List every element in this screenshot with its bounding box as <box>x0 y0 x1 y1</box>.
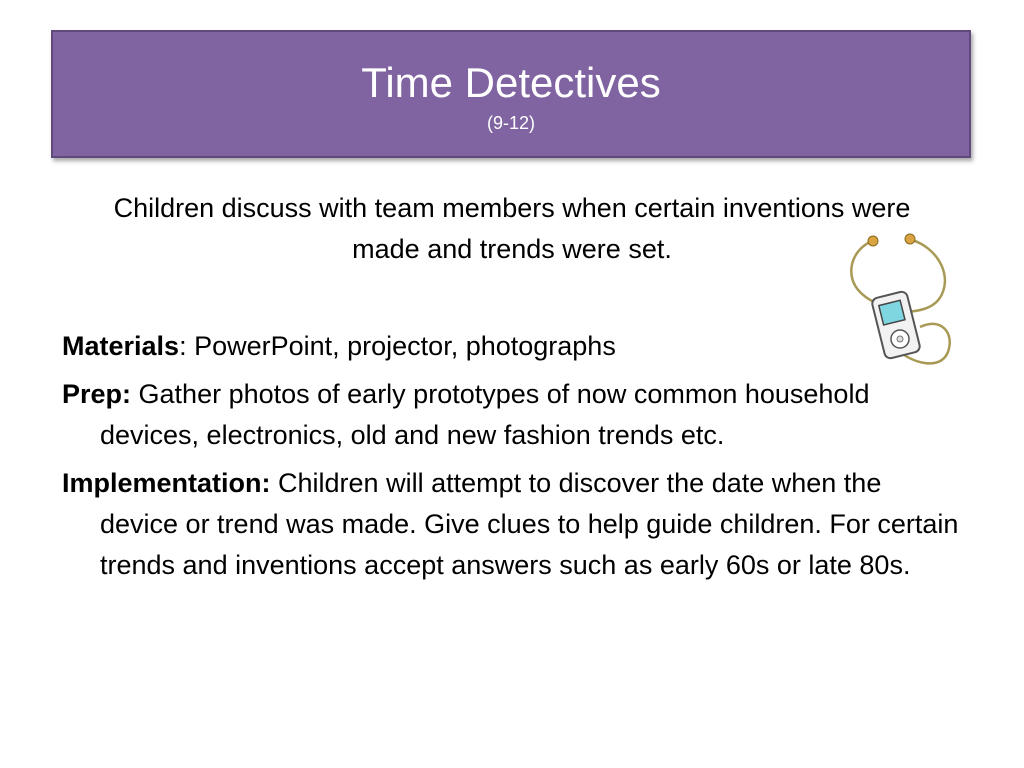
implementation-text: Children will attempt to discover the date when the device or trend was made. Give clues to help guide children. For certain trends and inventions accept answers such as early 60s or late 80s. <box>100 468 959 580</box>
title-bar <box>51 30 971 158</box>
slide-title: Time Detectives <box>361 59 661 106</box>
intro-text: Children discuss with team members when certain inventions were made and trends were set. <box>113 193 911 264</box>
materials-text: : PowerPoint, projector, photographs <box>179 331 616 361</box>
materials-label: Materials <box>62 331 180 361</box>
prep-paragraph <box>62 374 962 456</box>
slide-body <box>62 326 962 593</box>
prep-label: Prep: <box>62 379 132 409</box>
implementation-paragraph <box>62 463 962 586</box>
slide-subtitle: (9-12) <box>486 113 535 133</box>
implementation-label: Implementation: <box>62 468 271 498</box>
prep-text: Gather photos of early prototypes of now common household devices, electronics, old and new fashion trends etc. <box>100 379 870 450</box>
materials-paragraph <box>62 326 962 367</box>
